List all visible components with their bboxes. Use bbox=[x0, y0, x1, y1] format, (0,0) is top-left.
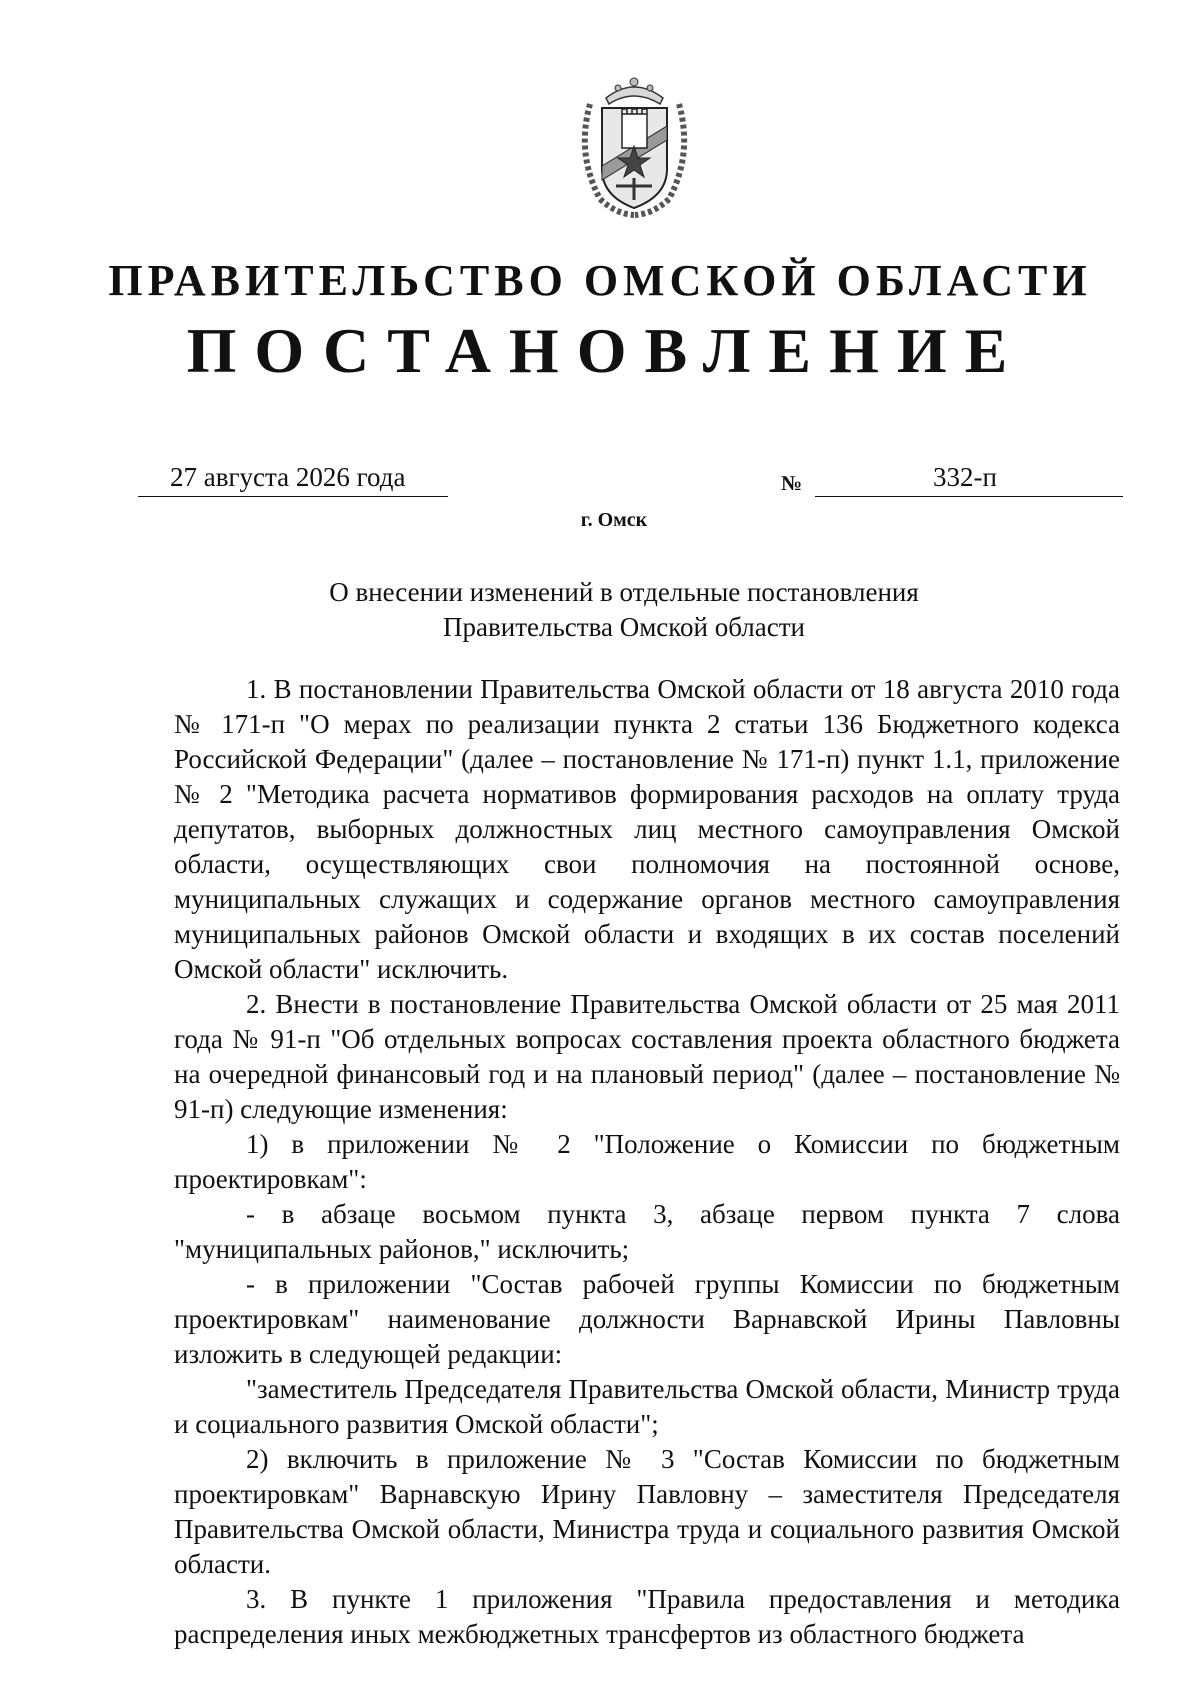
paragraph-2-item-1: 1) в приложении № 2 "Положение о Комиссии по бюджетным проектировкам": bbox=[174, 1129, 1120, 1194]
document-body bbox=[174, 672, 1120, 1652]
number-field bbox=[815, 460, 1123, 497]
document-subject bbox=[0, 575, 1200, 645]
paragraph-2-quoted-text: "заместитель Председателя Правительства Омской области, Министр труда и социального развития Омской области"; bbox=[174, 1374, 1120, 1439]
paragraph-2: 2. Внести в постановление Правительства Омской области от 25 мая 2011 года № 91-п "Об отдельных вопросах составления проекта областного бюджета на очередной финансовый год и на плановый период" (далее – постановление № 91-п) следующие изменения: bbox=[174, 989, 1120, 1124]
document-date: 27 августа 2026 года bbox=[170, 462, 406, 492]
number-sign-label: № bbox=[781, 471, 803, 495]
subject-line-1: О внесении изменений в отдельные постановления bbox=[329, 577, 919, 607]
paragraph-2-item-1-dash-1: - в абзаце восьмом пункта 3, абзаце первом пункта 7 слова "муниципальных районов," исключить; bbox=[174, 1199, 1120, 1264]
document-type-heading: ПОСТАНОВЛЕНИЕ bbox=[186, 315, 1026, 386]
organization-title: ПРАВИТЕЛЬСТВО ОМСКОЙ ОБЛАСТИ bbox=[108, 256, 1092, 305]
paragraph-2-item-1-dash-2: - в приложении "Состав рабочей группы Комиссии по бюджетным проектировкам" наименование должности Варнавской Ирины Павловны изложить в следующей редакции: bbox=[174, 1269, 1120, 1369]
document-number: 332-п bbox=[933, 462, 997, 492]
date-field bbox=[138, 460, 448, 497]
paragraph-2-item-2: 2) включить в приложение № 3 "Состав Комиссии по бюджетным проектировкам" Варнавскую Ирину Павловну – заместителя Председателя Правительства Омской области, Министра труда и социального развития Омской области. bbox=[174, 1444, 1120, 1579]
omsk-region-coat-of-arms-icon bbox=[572, 74, 697, 219]
subject-line-2: Правительства Омской области bbox=[443, 612, 805, 642]
paragraph-1: 1. В постановлении Правительства Омской области от 18 августа 2010 года № 171-п "О мерах по реализации пункта 2 статьи 136 Бюджетного кодекса Российской Федерации" (далее – постановление № 171-п) пункт 1.1, приложение № 2 "Методика расчета нормативов формирования расходов на оплату труда депутатов, выборных должностных лиц местного самоуправления Омской области, осуществляющих свои полномочия на постоянной основе, муниципальных служащих и содержание органов местного самоуправления муниципальных районов Омской области и входящих в их состав поселений Омской области" исключить. bbox=[174, 674, 1120, 984]
paragraph-3: 3. В пункте 1 приложения "Правила предоставления и методика распределения иных межбюджетных трансфертов из областного бюджета bbox=[174, 1584, 1120, 1649]
city-label: г. Омск bbox=[580, 509, 648, 531]
